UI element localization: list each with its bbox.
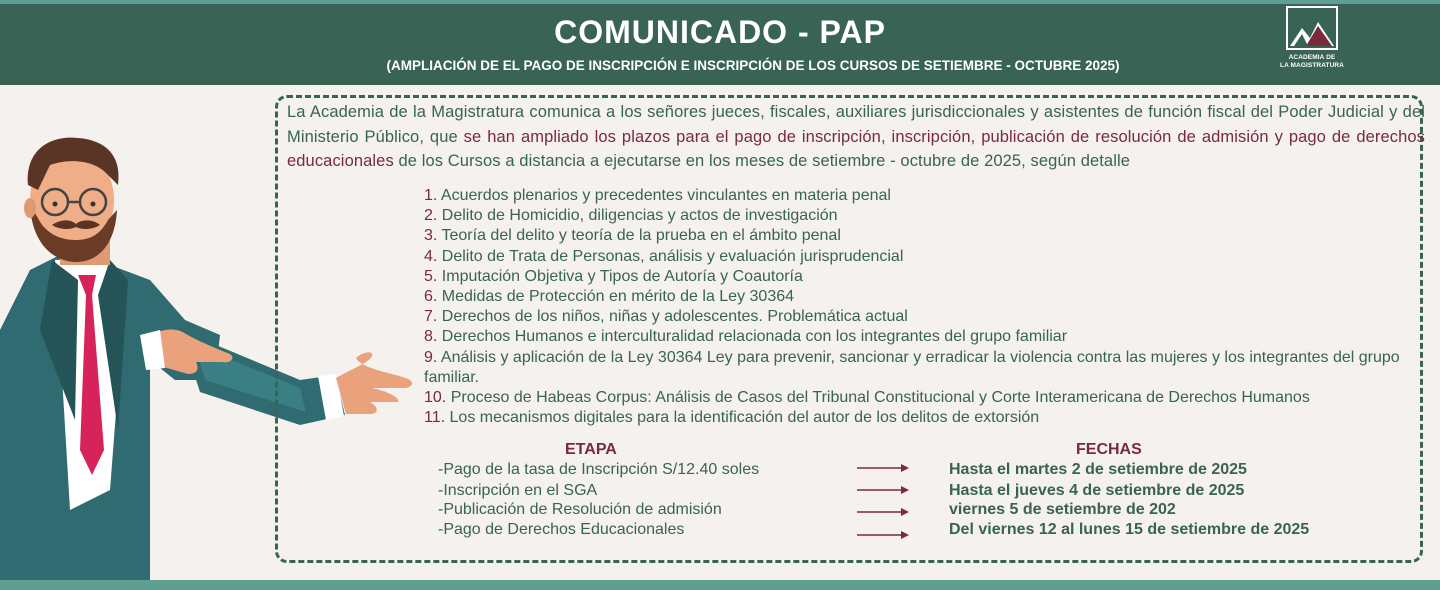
course-title: Delito de Homicidio, diligencias y actos de investigación (441, 207, 838, 225)
list-item (424, 408, 1424, 428)
course-list (424, 186, 1424, 428)
list-item (424, 186, 1424, 206)
page-title: COMUNICADO - PAP (554, 14, 886, 50)
course-number: 6. (424, 288, 438, 306)
academia-logo (1272, 6, 1352, 80)
intro-paragraph (287, 100, 1425, 174)
date-column-header: FECHAS (1076, 441, 1142, 458)
course-number: 1. (424, 187, 438, 204)
logo-text-line1: ACADEMIA DE (1288, 54, 1336, 61)
course-title: Derechos de los niños, niñas y adolescentes. Problemática actual (441, 308, 908, 326)
list-item (424, 287, 1424, 307)
schedule-date: Hasta el jueves 4 de setiembre de 2025 (949, 482, 1245, 499)
page-subtitle: (AMPLIACIÓN DE EL PAGO DE INSCRIPCIÓN E INSCRIPCIÓN DE LOS CURSOS DE SETIEMBRE - OCTUBRE 2025) (386, 58, 1120, 73)
course-title: Los mecanismos digitales para la identificación del autor de los delitos de extorsión (449, 409, 1040, 427)
course-title: Acuerdos plenarios y precedentes vinculantes en materia penal (440, 187, 891, 204)
logo-text-line2: LA MAGISTRATURA (1280, 62, 1344, 69)
schedule-date: viernes 5 de setiembre de 202 (949, 501, 1176, 518)
schedule-date: Hasta el martes 2 de setiembre de 2025 (949, 461, 1247, 478)
list-item (424, 307, 1424, 327)
mountain-logo-icon (1286, 6, 1338, 50)
intro-text-part3: de los Cursos a distancia a ejecutarse en los meses de setiembre - octubre de 2025, según detalle (393, 152, 1131, 170)
course-number: 8. (424, 328, 438, 346)
course-title: Teoría del delito y teoría de la prueba en el ámbito penal (441, 227, 841, 245)
list-item (424, 206, 1424, 226)
course-number: 5. (424, 267, 438, 285)
schedule-stage: -Pago de la tasa de Inscripción S/12.40 soles (438, 461, 760, 478)
course-title: Imputación Objetiva y Tipos de Autoría y Coautoría (441, 267, 803, 285)
course-number: 10. (424, 389, 447, 407)
list-item (424, 226, 1424, 246)
course-title: Delito de Trata de Personas, análisis y evaluación jurisprudencial (441, 247, 904, 265)
course-number: 4. (424, 247, 438, 265)
course-title: Proceso de Habeas Corpus: Análisis de Casos del Tribunal Constitucional y Corte Interamericana de Derechos Humanos (450, 389, 1310, 407)
course-number: 7. (424, 308, 438, 326)
bottom-accent-band (0, 580, 1440, 590)
course-number: 2. (424, 207, 438, 225)
arrow-right-icon (857, 464, 909, 472)
stage-column-header: ETAPA (565, 441, 617, 458)
schedule-stage: -Publicación de Resolución de admisión (438, 501, 722, 518)
course-number: 9. (424, 348, 438, 366)
arrow-right-icon (857, 508, 909, 516)
arrow-right-icon (857, 531, 909, 539)
course-title: Derechos Humanos e interculturalidad relacionada con los integrantes del grupo familiar (441, 328, 1068, 346)
list-item (424, 327, 1424, 347)
course-number: 11. (424, 409, 446, 427)
schedule-date: Del viernes 12 al lunes 15 de setiembre de 2025 (949, 521, 1310, 538)
course-title: Análisis y aplicación de la Ley 30364 Ley para prevenir, sancionar y erradicar la violencia contra las mujeres y los integrantes del grupo familiar. (424, 348, 1400, 386)
list-item (424, 348, 1424, 388)
schedule-stage: -Pago de Derechos Educacionales (438, 521, 685, 538)
course-number: 3. (424, 227, 438, 245)
intro-text-part1: La Academia de la Magistratura comunica a los señores jueces, fiscales, auxiliares jurisdiccionales y asistentes de función fiscal del Poder Judicial y del Ministerio Público, que (287, 103, 1425, 146)
intro-text-highlight: se han ampliado los plazos para el pago de inscripción, inscripción, publicación de resolución de admisión y pago de derechos educacionales (287, 127, 1425, 170)
list-item (424, 388, 1424, 408)
arrow-right-icon (857, 486, 909, 494)
list-item (424, 267, 1424, 287)
list-item (424, 247, 1424, 267)
schedule-stage: -Inscripción en el SGA (438, 482, 598, 499)
course-title: Medidas de Protección en mérito de la Ley 30364 (441, 288, 795, 306)
